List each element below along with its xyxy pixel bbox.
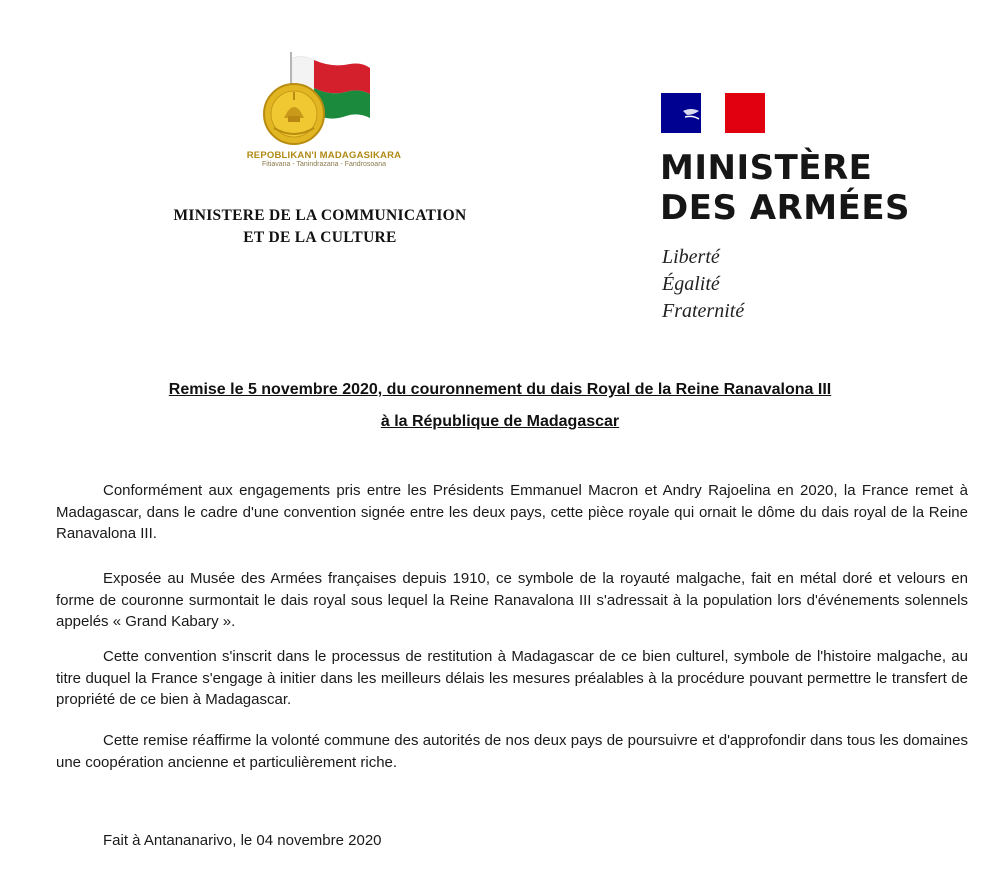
republic-motto <box>662 244 744 325</box>
motto-egalite: Égalité <box>662 273 720 295</box>
madagascar-motto: Fitiavana - Tanindrazana - Fandrosoana <box>261 161 386 168</box>
fr-ministry-name <box>660 148 960 228</box>
country-name: REPOBLIKAN'I MADAGASIKARA <box>246 150 402 161</box>
headline-line1: Remise le 5 novembre 2020, du couronnement du dais Royal de la Reine Ranavalona III <box>168 381 832 398</box>
motto-fraternite: Fraternité <box>662 300 745 322</box>
mg-ministry-name <box>110 205 530 249</box>
signoff-place-date: Fait à Antananarivo, le 04 novembre 2020 <box>103 832 382 849</box>
paragraph-4: Cette remise réaffirme la volonté commune des autorités de nos deux pays de poursuivre et d'approfondir dans tous les domaines une coopération ancienne et particulièrement riche. <box>56 732 968 771</box>
mg-ministry-line2: ET DE LA CULTURE <box>243 229 397 246</box>
motto-liberte: Liberté <box>662 246 720 268</box>
fr-ministry-line1: MINISTÈRE <box>660 148 873 188</box>
madagascar-seal-and-flag-icon <box>262 52 386 152</box>
marianne-tricolor-logo-icon <box>661 93 765 133</box>
paragraph-3: Cette convention s'inscrit dans le processus de restitution à Madagascar de ce bien culturel, symbole de l'histoire malgache, au titre duquel la France s'engage à initier dans les meilleurs délais les mesures préalables à la procédure pouvant permettre le transfert de propriété de ce bien à Madagascar. <box>56 648 968 708</box>
paragraph-1: Conformément aux engagements pris entre les Présidents Emmanuel Macron et Andry Rajoelina en 2020, la France remet à Madagascar, dans le cadre d'une convention signée entre les deux pays, cette pièce royale qui ornait le dôme du dais royal de la Reine Ranavalona III. <box>56 482 968 542</box>
paragraph-2: Exposée au Musée des Armées françaises depuis 1910, ce symbole de la royauté malgache, fait en métal doré et velours en forme de couronne surmontait le dais royal sous lequel la Reine Ranavalona III s'adressait à la population lors d'événements solennels appelés « Grand Kabary ». <box>56 570 968 630</box>
mg-ministry-line1: MINISTERE DE LA COMMUNICATION <box>173 207 467 224</box>
headline-line2: à la République de Madagascar <box>380 413 620 430</box>
fr-ministry-line2: DES ARMÉES <box>660 188 911 228</box>
